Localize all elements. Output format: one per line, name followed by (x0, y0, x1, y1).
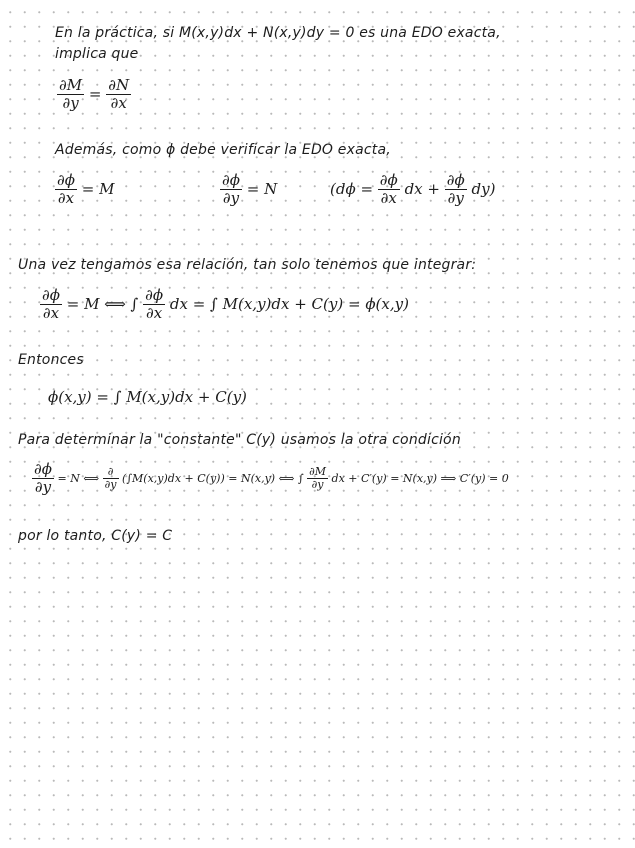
intro-line-1: En la práctica, si M(x,y)dx + N(x,y)dy = 0 es una EDO exacta, (55, 25, 501, 41)
constant-derivation: $\frac{\partial\phi}{\partial y}$ = N ⟺ $\frac{\partial}{\partial y}$ (∫M(x,y)dx + C(y)) = N(x,y) ⟺ ∫ $\frac{\partial M}{\partial y}$ dx + C′(y) = N(x,y) ⟹ C′(y) = 0 (34, 460, 509, 497)
conclusion-line: por lo tanto, C(y) = C (18, 528, 173, 544)
para-line: Para determinar la "constante" C(y) usamos la otra condición (18, 432, 461, 448)
entonces-line: Entonces (18, 352, 84, 368)
exactness-condition (57, 77, 131, 113)
intro-line-2: implica que (55, 46, 139, 62)
ademas-line: Además, como ϕ debe verificar la EDO exacta, (55, 142, 391, 158)
phi-equation: ϕ(x,y) = ∫ M(x,y)dx + C(y) (48, 388, 247, 406)
dN-dx-fraction: $\frac{\partial N}{\partial x}$ (108, 76, 130, 113)
integration-equation: $\frac{\partial\phi}{\partial x}$ = M ⟺ ∫ $\frac{\partial\phi}{\partial x}$ dx = ∫ M(x,y)dx + C(y) = ϕ(x,y) (42, 286, 409, 323)
total-differential: (dϕ = $\frac{\partial\phi}{\partial x}$ dx + $\frac{\partial\phi}{\partial y}$ dy) (330, 171, 496, 208)
equals-sign: = (88, 84, 102, 103)
dM-dy-fraction: $\frac{\partial M}{\partial y}$ (59, 76, 83, 113)
dphi-dy-equation: $\frac{\partial\phi}{\partial y}$ = N (222, 171, 278, 208)
dphi-dx-equation: $\frac{\partial\phi}{\partial x}$ = M (57, 171, 115, 208)
una-vez-line: Una vez tengamos esa relación, tan solo tenemos que integrar: (18, 257, 477, 273)
